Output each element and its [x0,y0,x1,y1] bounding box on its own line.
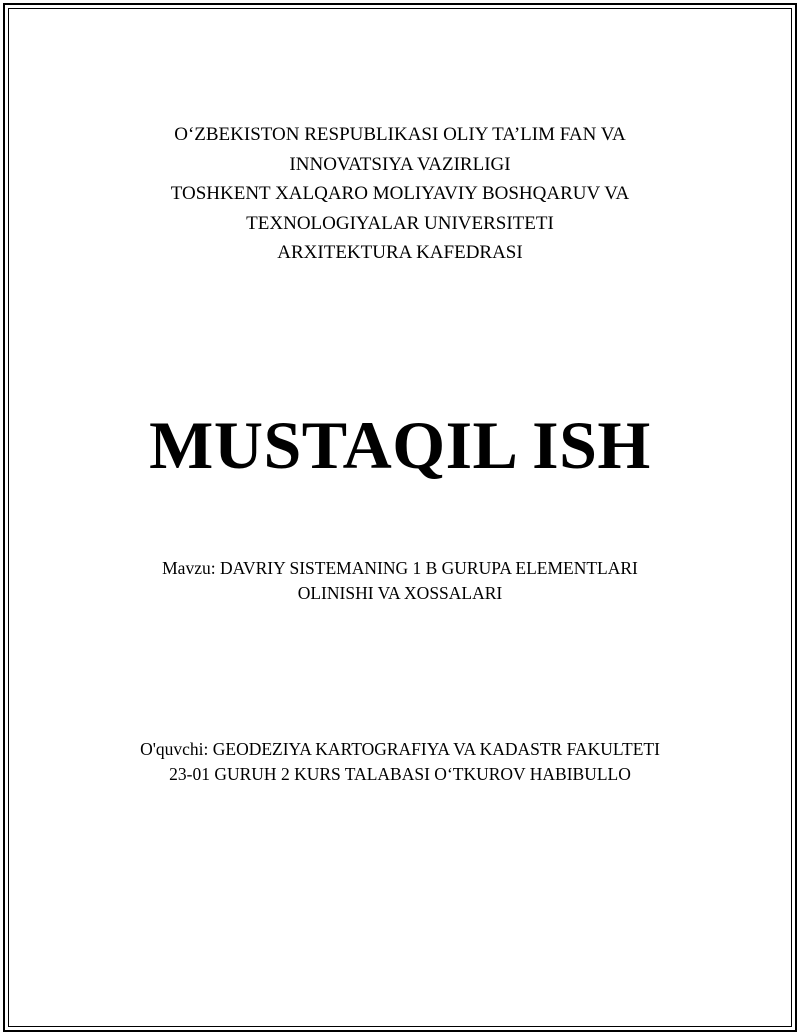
title-text: MUSTAQIL ISH [149,407,651,483]
subject-line: OLINISHI VA XOSSALARI [297,583,503,603]
institution-header [0,120,800,268]
header-line: ARXITEKTURA KAFEDRASI [277,242,523,263]
subject-line: Mavzu: DAVRIY SISTEMANING 1 B GURUPA ELEMENTLARI [162,558,638,578]
student-block [0,737,800,787]
student-line: O'quvchi: GEODEZIYA KARTOGRAFIYA VA KADASTR FAKULTETI [140,739,660,759]
header-line: O‘ZBEKISTON RESPUBLIKASI OLIY TA’LIM FAN VA [174,124,626,145]
student-line: 23-01 GURUH 2 KURS TALABASI O‘TKUROV HABIBULLO [169,764,631,784]
header-line: TEXNOLOGIYALAR UNIVERSITETI [246,212,554,234]
header-line: INNOVATSIYA VAZIRLIGI [289,153,511,175]
subject-block [0,556,800,606]
document-title [0,402,800,488]
header-line: TOSHKENT XALQARO MOLIYAVIY BOSHQARUV VA [170,183,630,204]
